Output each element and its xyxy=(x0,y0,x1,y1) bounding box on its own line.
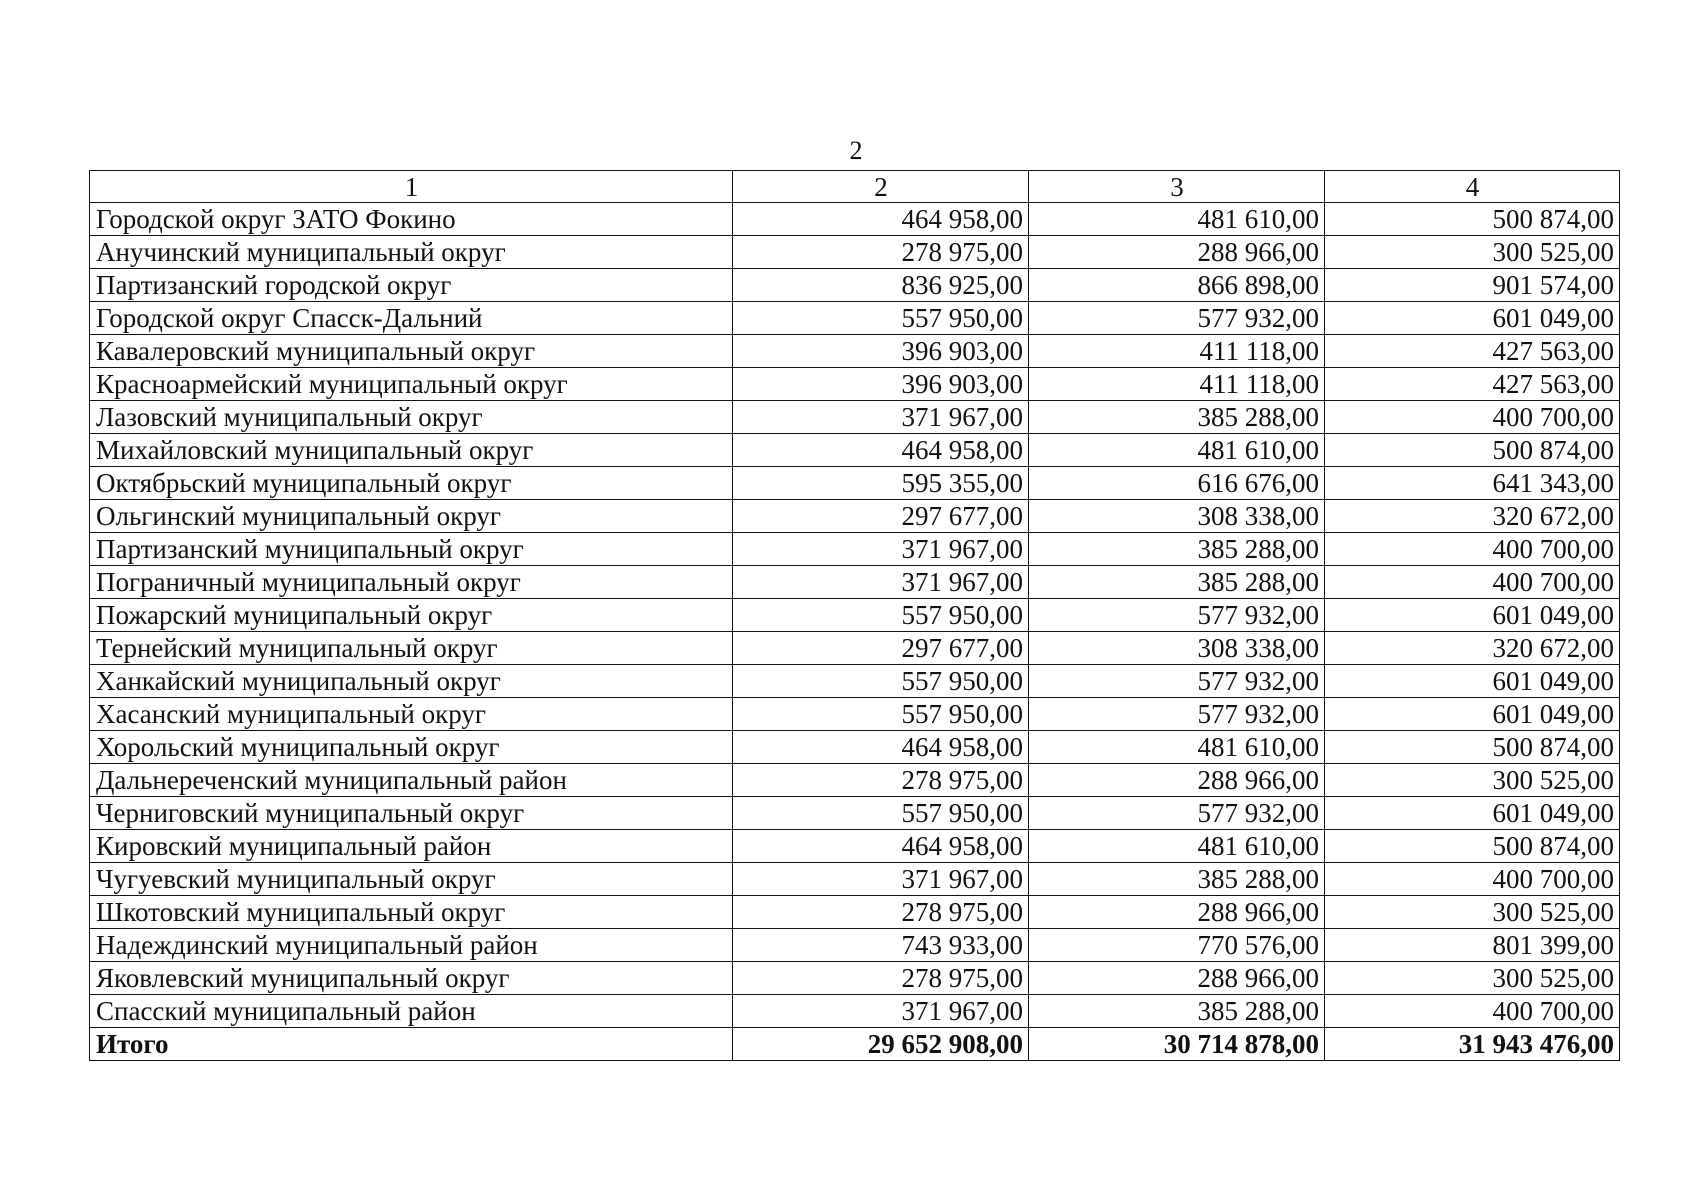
value-col-4: 400 700,00 xyxy=(1325,533,1620,566)
value-col-4: 427 563,00 xyxy=(1325,368,1620,401)
value-col-3: 577 932,00 xyxy=(1029,302,1325,335)
value-col-4: 400 700,00 xyxy=(1325,566,1620,599)
value-col-4: 801 399,00 xyxy=(1325,929,1620,962)
header-row xyxy=(90,171,1620,203)
municipality-name: Пограничный муниципальный округ xyxy=(90,566,733,599)
municipality-name: Михайловский муниципальный округ xyxy=(90,434,733,467)
table-row xyxy=(90,401,1620,434)
value-col-4: 427 563,00 xyxy=(1325,335,1620,368)
value-col-4: 500 874,00 xyxy=(1325,203,1620,236)
value-col-3: 308 338,00 xyxy=(1029,632,1325,665)
value-col-3: 385 288,00 xyxy=(1029,401,1325,434)
municipality-name: Черниговский муниципальный округ xyxy=(90,797,733,830)
table-row xyxy=(90,533,1620,566)
value-col-2: 743 933,00 xyxy=(733,929,1029,962)
municipality-name: Дальнереченский муниципальный район xyxy=(90,764,733,797)
value-col-3: 770 576,00 xyxy=(1029,929,1325,962)
table-row xyxy=(90,269,1620,302)
value-col-4: 300 525,00 xyxy=(1325,962,1620,995)
value-col-2: 464 958,00 xyxy=(733,830,1029,863)
header-cell-3: 3 xyxy=(1029,171,1325,203)
total-row xyxy=(90,1028,1620,1061)
value-col-3: 481 610,00 xyxy=(1029,434,1325,467)
value-col-4: 601 049,00 xyxy=(1325,665,1620,698)
total-label: Итого xyxy=(90,1028,733,1061)
table-row xyxy=(90,995,1620,1028)
municipality-name: Пожарский муниципальный округ xyxy=(90,599,733,632)
table-row xyxy=(90,566,1620,599)
table-row xyxy=(90,797,1620,830)
value-col-2: 371 967,00 xyxy=(733,533,1029,566)
value-col-4: 300 525,00 xyxy=(1325,236,1620,269)
municipality-name: Ханкайский муниципальный округ xyxy=(90,665,733,698)
municipality-name: Анучинский муниципальный округ xyxy=(90,236,733,269)
value-col-2: 278 975,00 xyxy=(733,962,1029,995)
value-col-4: 300 525,00 xyxy=(1325,896,1620,929)
value-col-2: 396 903,00 xyxy=(733,368,1029,401)
value-col-3: 481 610,00 xyxy=(1029,830,1325,863)
value-col-2: 371 967,00 xyxy=(733,995,1029,1028)
total-value-2: 29 652 908,00 xyxy=(733,1028,1029,1061)
value-col-4: 400 700,00 xyxy=(1325,863,1620,896)
municipality-name: Спасский муниципальный район xyxy=(90,995,733,1028)
total-value-3: 30 714 878,00 xyxy=(1029,1028,1325,1061)
value-col-3: 385 288,00 xyxy=(1029,533,1325,566)
municipality-name: Красноармейский муниципальный округ xyxy=(90,368,733,401)
municipality-name: Лазовский муниципальный округ xyxy=(90,401,733,434)
value-col-4: 300 525,00 xyxy=(1325,764,1620,797)
value-col-2: 278 975,00 xyxy=(733,764,1029,797)
value-col-2: 297 677,00 xyxy=(733,500,1029,533)
value-col-2: 464 958,00 xyxy=(733,203,1029,236)
value-col-2: 557 950,00 xyxy=(733,797,1029,830)
municipality-name: Партизанский муниципальный округ xyxy=(90,533,733,566)
value-col-4: 601 049,00 xyxy=(1325,302,1620,335)
value-col-4: 601 049,00 xyxy=(1325,599,1620,632)
value-col-3: 577 932,00 xyxy=(1029,698,1325,731)
header-cell-2: 2 xyxy=(733,171,1029,203)
total-value-4: 31 943 476,00 xyxy=(1325,1028,1620,1061)
value-col-4: 500 874,00 xyxy=(1325,434,1620,467)
value-col-2: 371 967,00 xyxy=(733,566,1029,599)
municipality-name: Кировский муниципальный район xyxy=(90,830,733,863)
table-row xyxy=(90,929,1620,962)
value-col-2: 278 975,00 xyxy=(733,236,1029,269)
value-col-4: 500 874,00 xyxy=(1325,830,1620,863)
value-col-2: 464 958,00 xyxy=(733,731,1029,764)
value-col-2: 557 950,00 xyxy=(733,665,1029,698)
table-row xyxy=(90,863,1620,896)
table-row xyxy=(90,962,1620,995)
table-row xyxy=(90,467,1620,500)
table-row xyxy=(90,203,1620,236)
value-col-3: 385 288,00 xyxy=(1029,995,1325,1028)
value-col-2: 557 950,00 xyxy=(733,302,1029,335)
value-col-2: 371 967,00 xyxy=(733,401,1029,434)
value-col-2: 371 967,00 xyxy=(733,863,1029,896)
municipality-name: Шкотовский муниципальный округ xyxy=(90,896,733,929)
municipality-name: Хасанский муниципальный округ xyxy=(90,698,733,731)
value-col-2: 396 903,00 xyxy=(733,335,1029,368)
municipality-name: Хорольский муниципальный округ xyxy=(90,731,733,764)
table-row xyxy=(90,500,1620,533)
header-cell-4: 4 xyxy=(1325,171,1620,203)
municipality-name: Ольгинский муниципальный округ xyxy=(90,500,733,533)
value-col-3: 288 966,00 xyxy=(1029,764,1325,797)
municipality-name: Городской округ ЗАТО Фокино xyxy=(90,203,733,236)
value-col-4: 601 049,00 xyxy=(1325,698,1620,731)
table-row xyxy=(90,599,1620,632)
table-row xyxy=(90,335,1620,368)
value-col-4: 500 874,00 xyxy=(1325,731,1620,764)
value-col-3: 385 288,00 xyxy=(1029,566,1325,599)
municipality-name: Чугуевский муниципальный округ xyxy=(90,863,733,896)
table-row xyxy=(90,302,1620,335)
municipality-name: Городской округ Спасск-Дальний xyxy=(90,302,733,335)
value-col-2: 557 950,00 xyxy=(733,698,1029,731)
table-row xyxy=(90,698,1620,731)
municipality-name: Кавалеровский муниципальный округ xyxy=(90,335,733,368)
municipality-name: Партизанский городской округ xyxy=(90,269,733,302)
value-col-3: 577 932,00 xyxy=(1029,797,1325,830)
table-row xyxy=(90,434,1620,467)
value-col-4: 320 672,00 xyxy=(1325,632,1620,665)
value-col-3: 616 676,00 xyxy=(1029,467,1325,500)
header-cell-1: 1 xyxy=(90,171,733,203)
table-row xyxy=(90,896,1620,929)
value-col-2: 297 677,00 xyxy=(733,632,1029,665)
value-col-3: 866 898,00 xyxy=(1029,269,1325,302)
value-col-2: 557 950,00 xyxy=(733,599,1029,632)
value-col-3: 411 118,00 xyxy=(1029,335,1325,368)
municipality-name: Надеждинский муниципальный район xyxy=(90,929,733,962)
municipality-name: Октябрьский муниципальный округ xyxy=(90,467,733,500)
value-col-3: 288 966,00 xyxy=(1029,962,1325,995)
value-col-4: 400 700,00 xyxy=(1325,401,1620,434)
value-col-3: 577 932,00 xyxy=(1029,599,1325,632)
value-col-4: 601 049,00 xyxy=(1325,797,1620,830)
value-col-3: 481 610,00 xyxy=(1029,731,1325,764)
value-col-2: 278 975,00 xyxy=(733,896,1029,929)
table-row xyxy=(90,731,1620,764)
table-body xyxy=(90,203,1620,1028)
municipality-name: Тернейский муниципальный округ xyxy=(90,632,733,665)
value-col-3: 385 288,00 xyxy=(1029,863,1325,896)
value-col-3: 288 966,00 xyxy=(1029,236,1325,269)
page-number: 2 xyxy=(849,136,863,165)
value-col-4: 320 672,00 xyxy=(1325,500,1620,533)
value-col-2: 464 958,00 xyxy=(733,434,1029,467)
value-col-4: 641 343,00 xyxy=(1325,467,1620,500)
value-col-3: 481 610,00 xyxy=(1029,203,1325,236)
table-row xyxy=(90,368,1620,401)
table-row xyxy=(90,764,1620,797)
table-row xyxy=(90,665,1620,698)
municipality-name: Яковлевский муниципальный округ xyxy=(90,962,733,995)
table-row xyxy=(90,830,1620,863)
table-row xyxy=(90,632,1620,665)
value-col-4: 901 574,00 xyxy=(1325,269,1620,302)
value-col-3: 288 966,00 xyxy=(1029,896,1325,929)
value-col-2: 595 355,00 xyxy=(733,467,1029,500)
table-row xyxy=(90,236,1620,269)
value-col-4: 400 700,00 xyxy=(1325,995,1620,1028)
value-col-3: 411 118,00 xyxy=(1029,368,1325,401)
data-table xyxy=(89,170,1620,1061)
value-col-3: 577 932,00 xyxy=(1029,665,1325,698)
value-col-3: 308 338,00 xyxy=(1029,500,1325,533)
value-col-2: 836 925,00 xyxy=(733,269,1029,302)
